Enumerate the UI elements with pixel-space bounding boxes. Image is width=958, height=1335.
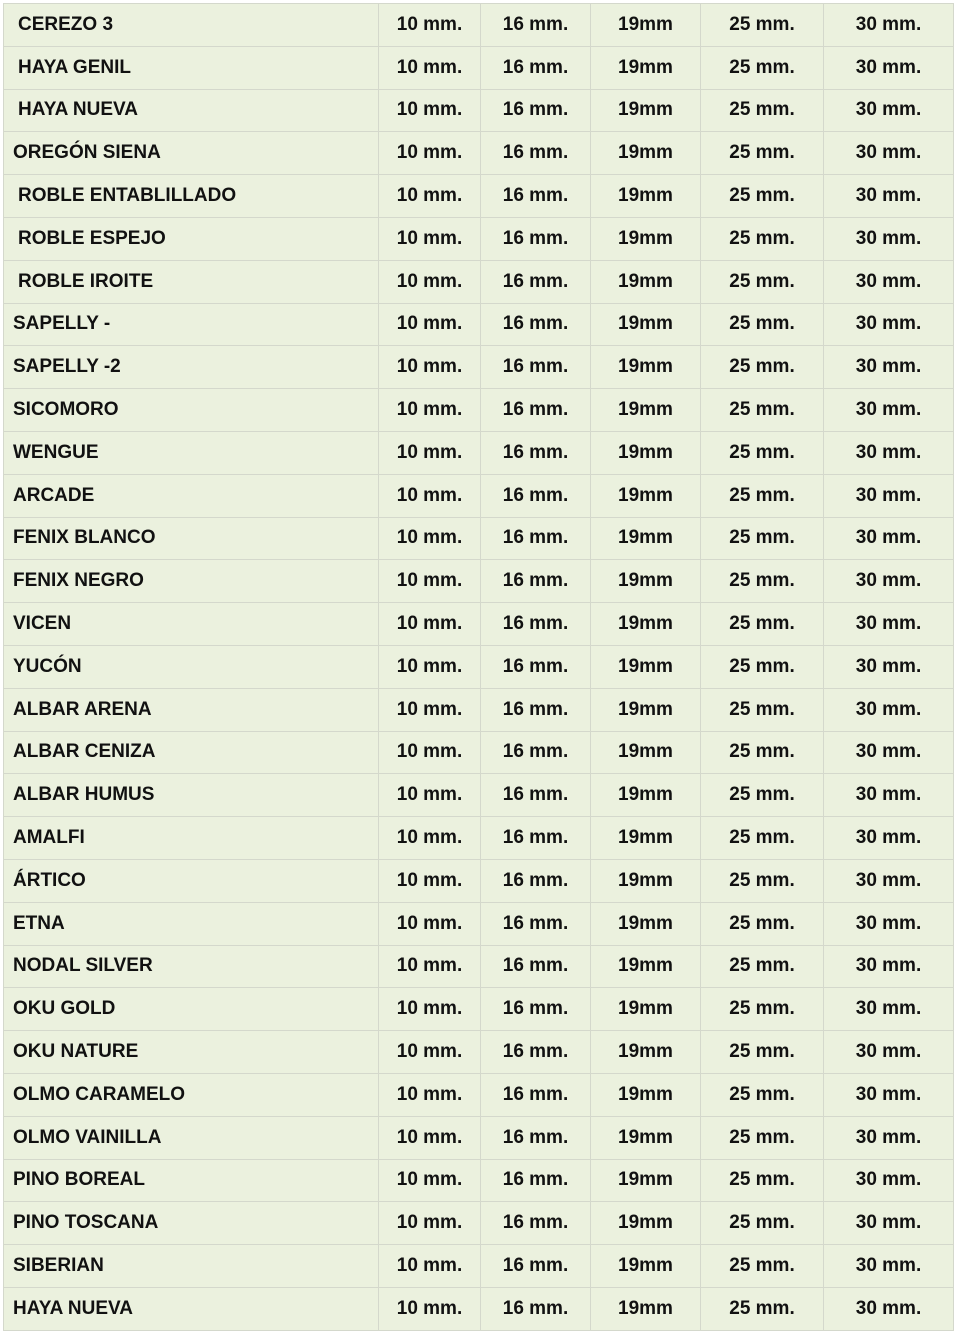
size-10-cell: 10 mm. — [379, 431, 481, 474]
finish-name-cell: ROBLE ESPEJO — [4, 217, 379, 260]
size-30-cell: 30 mm. — [824, 389, 954, 432]
size-10-cell: 10 mm. — [379, 46, 481, 89]
size-25-cell: 25 mm. — [701, 560, 824, 603]
finish-name-cell: ROBLE ENTABLILLADO — [4, 175, 379, 218]
size-10-cell: 10 mm. — [379, 1159, 481, 1202]
table-row — [4, 988, 954, 1031]
table-row — [4, 517, 954, 560]
table-row — [4, 1202, 954, 1245]
size-10-cell: 10 mm. — [379, 1116, 481, 1159]
size-30-cell: 30 mm. — [824, 517, 954, 560]
size-16-cell: 16 mm. — [481, 645, 591, 688]
size-16-cell: 16 mm. — [481, 46, 591, 89]
size-25-cell: 25 mm. — [701, 1031, 824, 1074]
table-row — [4, 46, 954, 89]
size-30-cell: 30 mm. — [824, 1159, 954, 1202]
size-10-cell: 10 mm. — [379, 260, 481, 303]
size-19-cell: 19mm — [591, 217, 701, 260]
size-19-cell: 19mm — [591, 560, 701, 603]
size-25-cell: 25 mm. — [701, 517, 824, 560]
table-row — [4, 645, 954, 688]
size-30-cell: 30 mm. — [824, 603, 954, 646]
size-19-cell: 19mm — [591, 46, 701, 89]
size-19-cell: 19mm — [591, 517, 701, 560]
size-25-cell: 25 mm. — [701, 1073, 824, 1116]
size-19-cell: 19mm — [591, 132, 701, 175]
size-10-cell: 10 mm. — [379, 945, 481, 988]
size-25-cell: 25 mm. — [701, 603, 824, 646]
finish-name-cell: VICEN — [4, 603, 379, 646]
size-30-cell: 30 mm. — [824, 474, 954, 517]
finish-name-cell: FENIX BLANCO — [4, 517, 379, 560]
size-10-cell: 10 mm. — [379, 474, 481, 517]
size-30-cell: 30 mm. — [824, 346, 954, 389]
size-25-cell: 25 mm. — [701, 260, 824, 303]
finish-name-cell: ETNA — [4, 902, 379, 945]
table-row — [4, 1116, 954, 1159]
size-25-cell: 25 mm. — [701, 89, 824, 132]
size-16-cell: 16 mm. — [481, 1073, 591, 1116]
size-19-cell: 19mm — [591, 988, 701, 1031]
finish-name-cell: ROBLE IROITE — [4, 260, 379, 303]
table-row — [4, 1245, 954, 1288]
size-19-cell: 19mm — [591, 817, 701, 860]
size-30-cell: 30 mm. — [824, 1287, 954, 1330]
size-19-cell: 19mm — [591, 260, 701, 303]
finish-name-cell: PINO TOSCANA — [4, 1202, 379, 1245]
table-row — [4, 1073, 954, 1116]
size-10-cell: 10 mm. — [379, 1202, 481, 1245]
size-25-cell: 25 mm. — [701, 859, 824, 902]
size-16-cell: 16 mm. — [481, 89, 591, 132]
size-10-cell: 10 mm. — [379, 859, 481, 902]
size-25-cell: 25 mm. — [701, 175, 824, 218]
size-30-cell: 30 mm. — [824, 859, 954, 902]
size-19-cell: 19mm — [591, 603, 701, 646]
table-row — [4, 175, 954, 218]
size-10-cell: 10 mm. — [379, 988, 481, 1031]
finish-name-cell: ALBAR ARENA — [4, 688, 379, 731]
size-16-cell: 16 mm. — [481, 902, 591, 945]
size-16-cell: 16 mm. — [481, 1245, 591, 1288]
size-30-cell: 30 mm. — [824, 303, 954, 346]
size-19-cell: 19mm — [591, 645, 701, 688]
size-25-cell: 25 mm. — [701, 474, 824, 517]
size-19-cell: 19mm — [591, 303, 701, 346]
finish-name-cell: OKU GOLD — [4, 988, 379, 1031]
size-10-cell: 10 mm. — [379, 560, 481, 603]
size-30-cell: 30 mm. — [824, 1116, 954, 1159]
finish-name-cell: HAYA NUEVA — [4, 1287, 379, 1330]
size-25-cell: 25 mm. — [701, 303, 824, 346]
size-19-cell: 19mm — [591, 1116, 701, 1159]
size-19-cell: 19mm — [591, 1073, 701, 1116]
size-10-cell: 10 mm. — [379, 603, 481, 646]
finish-name-cell: OLMO CARAMELO — [4, 1073, 379, 1116]
size-19-cell: 19mm — [591, 1245, 701, 1288]
size-19-cell: 19mm — [591, 1159, 701, 1202]
size-19-cell: 19mm — [591, 945, 701, 988]
table-row — [4, 688, 954, 731]
size-16-cell: 16 mm. — [481, 389, 591, 432]
size-16-cell: 16 mm. — [481, 603, 591, 646]
size-19-cell: 19mm — [591, 431, 701, 474]
size-25-cell: 25 mm. — [701, 1245, 824, 1288]
size-10-cell: 10 mm. — [379, 1287, 481, 1330]
table-row — [4, 1159, 954, 1202]
table-row — [4, 346, 954, 389]
table-row — [4, 4, 954, 47]
finish-name-cell: SAPELLY -2 — [4, 346, 379, 389]
size-16-cell: 16 mm. — [481, 132, 591, 175]
product-thickness-sheet — [3, 3, 953, 1331]
size-25-cell: 25 mm. — [701, 389, 824, 432]
size-19-cell: 19mm — [591, 688, 701, 731]
size-25-cell: 25 mm. — [701, 217, 824, 260]
size-25-cell: 25 mm. — [701, 4, 824, 47]
size-10-cell: 10 mm. — [379, 1245, 481, 1288]
finish-name-cell: SAPELLY - — [4, 303, 379, 346]
table-row — [4, 389, 954, 432]
size-19-cell: 19mm — [591, 859, 701, 902]
size-19-cell: 19mm — [591, 4, 701, 47]
size-10-cell: 10 mm. — [379, 1073, 481, 1116]
size-10-cell: 10 mm. — [379, 817, 481, 860]
size-30-cell: 30 mm. — [824, 945, 954, 988]
size-16-cell: 16 mm. — [481, 859, 591, 902]
size-25-cell: 25 mm. — [701, 817, 824, 860]
size-30-cell: 30 mm. — [824, 688, 954, 731]
size-30-cell: 30 mm. — [824, 89, 954, 132]
table-row — [4, 217, 954, 260]
finish-name-cell: HAYA NUEVA — [4, 89, 379, 132]
size-19-cell: 19mm — [591, 731, 701, 774]
finish-name-cell: ALBAR HUMUS — [4, 774, 379, 817]
finish-name-cell: OLMO VAINILLA — [4, 1116, 379, 1159]
size-30-cell: 30 mm. — [824, 4, 954, 47]
finish-name-cell: WENGUE — [4, 431, 379, 474]
size-30-cell: 30 mm. — [824, 1031, 954, 1074]
finish-name-cell: FENIX NEGRO — [4, 560, 379, 603]
table-row — [4, 132, 954, 175]
size-10-cell: 10 mm. — [379, 517, 481, 560]
size-25-cell: 25 mm. — [701, 1116, 824, 1159]
size-19-cell: 19mm — [591, 346, 701, 389]
size-10-cell: 10 mm. — [379, 4, 481, 47]
size-16-cell: 16 mm. — [481, 988, 591, 1031]
size-16-cell: 16 mm. — [481, 688, 591, 731]
size-25-cell: 25 mm. — [701, 902, 824, 945]
size-16-cell: 16 mm. — [481, 560, 591, 603]
size-30-cell: 30 mm. — [824, 645, 954, 688]
size-30-cell: 30 mm. — [824, 1073, 954, 1116]
size-16-cell: 16 mm. — [481, 260, 591, 303]
table-body — [4, 4, 954, 1331]
size-16-cell: 16 mm. — [481, 774, 591, 817]
size-25-cell: 25 mm. — [701, 132, 824, 175]
size-16-cell: 16 mm. — [481, 175, 591, 218]
thickness-table — [3, 3, 954, 1331]
size-10-cell: 10 mm. — [379, 89, 481, 132]
size-30-cell: 30 mm. — [824, 217, 954, 260]
size-25-cell: 25 mm. — [701, 46, 824, 89]
size-19-cell: 19mm — [591, 774, 701, 817]
finish-name-cell: ÁRTICO — [4, 859, 379, 902]
size-25-cell: 25 mm. — [701, 1159, 824, 1202]
size-10-cell: 10 mm. — [379, 132, 481, 175]
finish-name-cell: ARCADE — [4, 474, 379, 517]
size-19-cell: 19mm — [591, 389, 701, 432]
table-row — [4, 731, 954, 774]
finish-name-cell: CEREZO 3 — [4, 4, 379, 47]
table-row — [4, 431, 954, 474]
size-10-cell: 10 mm. — [379, 217, 481, 260]
finish-name-cell: NODAL SILVER — [4, 945, 379, 988]
size-25-cell: 25 mm. — [701, 1287, 824, 1330]
size-16-cell: 16 mm. — [481, 431, 591, 474]
finish-name-cell: AMALFI — [4, 817, 379, 860]
size-25-cell: 25 mm. — [701, 988, 824, 1031]
table-row — [4, 1031, 954, 1074]
size-19-cell: 19mm — [591, 902, 701, 945]
size-16-cell: 16 mm. — [481, 517, 591, 560]
finish-name-cell: YUCÓN — [4, 645, 379, 688]
table-row — [4, 603, 954, 646]
size-16-cell: 16 mm. — [481, 1202, 591, 1245]
size-19-cell: 19mm — [591, 1287, 701, 1330]
size-10-cell: 10 mm. — [379, 1031, 481, 1074]
size-16-cell: 16 mm. — [481, 217, 591, 260]
table-row — [4, 859, 954, 902]
size-16-cell: 16 mm. — [481, 1031, 591, 1074]
size-30-cell: 30 mm. — [824, 260, 954, 303]
size-16-cell: 16 mm. — [481, 731, 591, 774]
size-16-cell: 16 mm. — [481, 4, 591, 47]
size-25-cell: 25 mm. — [701, 1202, 824, 1245]
size-25-cell: 25 mm. — [701, 945, 824, 988]
size-10-cell: 10 mm. — [379, 645, 481, 688]
size-10-cell: 10 mm. — [379, 389, 481, 432]
size-19-cell: 19mm — [591, 89, 701, 132]
size-30-cell: 30 mm. — [824, 1245, 954, 1288]
size-30-cell: 30 mm. — [824, 774, 954, 817]
size-30-cell: 30 mm. — [824, 902, 954, 945]
size-16-cell: 16 mm. — [481, 945, 591, 988]
size-30-cell: 30 mm. — [824, 431, 954, 474]
finish-name-cell: OKU NATURE — [4, 1031, 379, 1074]
size-25-cell: 25 mm. — [701, 774, 824, 817]
size-16-cell: 16 mm. — [481, 346, 591, 389]
size-16-cell: 16 mm. — [481, 1159, 591, 1202]
size-16-cell: 16 mm. — [481, 817, 591, 860]
size-10-cell: 10 mm. — [379, 175, 481, 218]
finish-name-cell: PINO BOREAL — [4, 1159, 379, 1202]
size-30-cell: 30 mm. — [824, 731, 954, 774]
finish-name-cell: SIBERIAN — [4, 1245, 379, 1288]
size-16-cell: 16 mm. — [481, 1287, 591, 1330]
table-row — [4, 817, 954, 860]
size-19-cell: 19mm — [591, 1202, 701, 1245]
size-25-cell: 25 mm. — [701, 431, 824, 474]
table-row — [4, 1287, 954, 1330]
finish-name-cell: HAYA GENIL — [4, 46, 379, 89]
size-30-cell: 30 mm. — [824, 175, 954, 218]
size-25-cell: 25 mm. — [701, 688, 824, 731]
finish-name-cell: SICOMORO — [4, 389, 379, 432]
finish-name-cell: OREGÓN SIENA — [4, 132, 379, 175]
size-10-cell: 10 mm. — [379, 346, 481, 389]
size-19-cell: 19mm — [591, 1031, 701, 1074]
finish-name-cell: ALBAR CENIZA — [4, 731, 379, 774]
table-row — [4, 303, 954, 346]
size-30-cell: 30 mm. — [824, 46, 954, 89]
size-10-cell: 10 mm. — [379, 688, 481, 731]
size-10-cell: 10 mm. — [379, 774, 481, 817]
size-10-cell: 10 mm. — [379, 303, 481, 346]
table-row — [4, 774, 954, 817]
size-16-cell: 16 mm. — [481, 1116, 591, 1159]
size-30-cell: 30 mm. — [824, 132, 954, 175]
size-16-cell: 16 mm. — [481, 303, 591, 346]
table-row — [4, 89, 954, 132]
table-row — [4, 260, 954, 303]
size-25-cell: 25 mm. — [701, 731, 824, 774]
size-10-cell: 10 mm. — [379, 902, 481, 945]
table-row — [4, 560, 954, 603]
size-10-cell: 10 mm. — [379, 731, 481, 774]
size-30-cell: 30 mm. — [824, 817, 954, 860]
size-19-cell: 19mm — [591, 474, 701, 517]
size-25-cell: 25 mm. — [701, 346, 824, 389]
table-row — [4, 902, 954, 945]
size-25-cell: 25 mm. — [701, 645, 824, 688]
table-row — [4, 474, 954, 517]
size-30-cell: 30 mm. — [824, 560, 954, 603]
size-30-cell: 30 mm. — [824, 1202, 954, 1245]
size-30-cell: 30 mm. — [824, 988, 954, 1031]
size-19-cell: 19mm — [591, 175, 701, 218]
table-row — [4, 945, 954, 988]
size-16-cell: 16 mm. — [481, 474, 591, 517]
